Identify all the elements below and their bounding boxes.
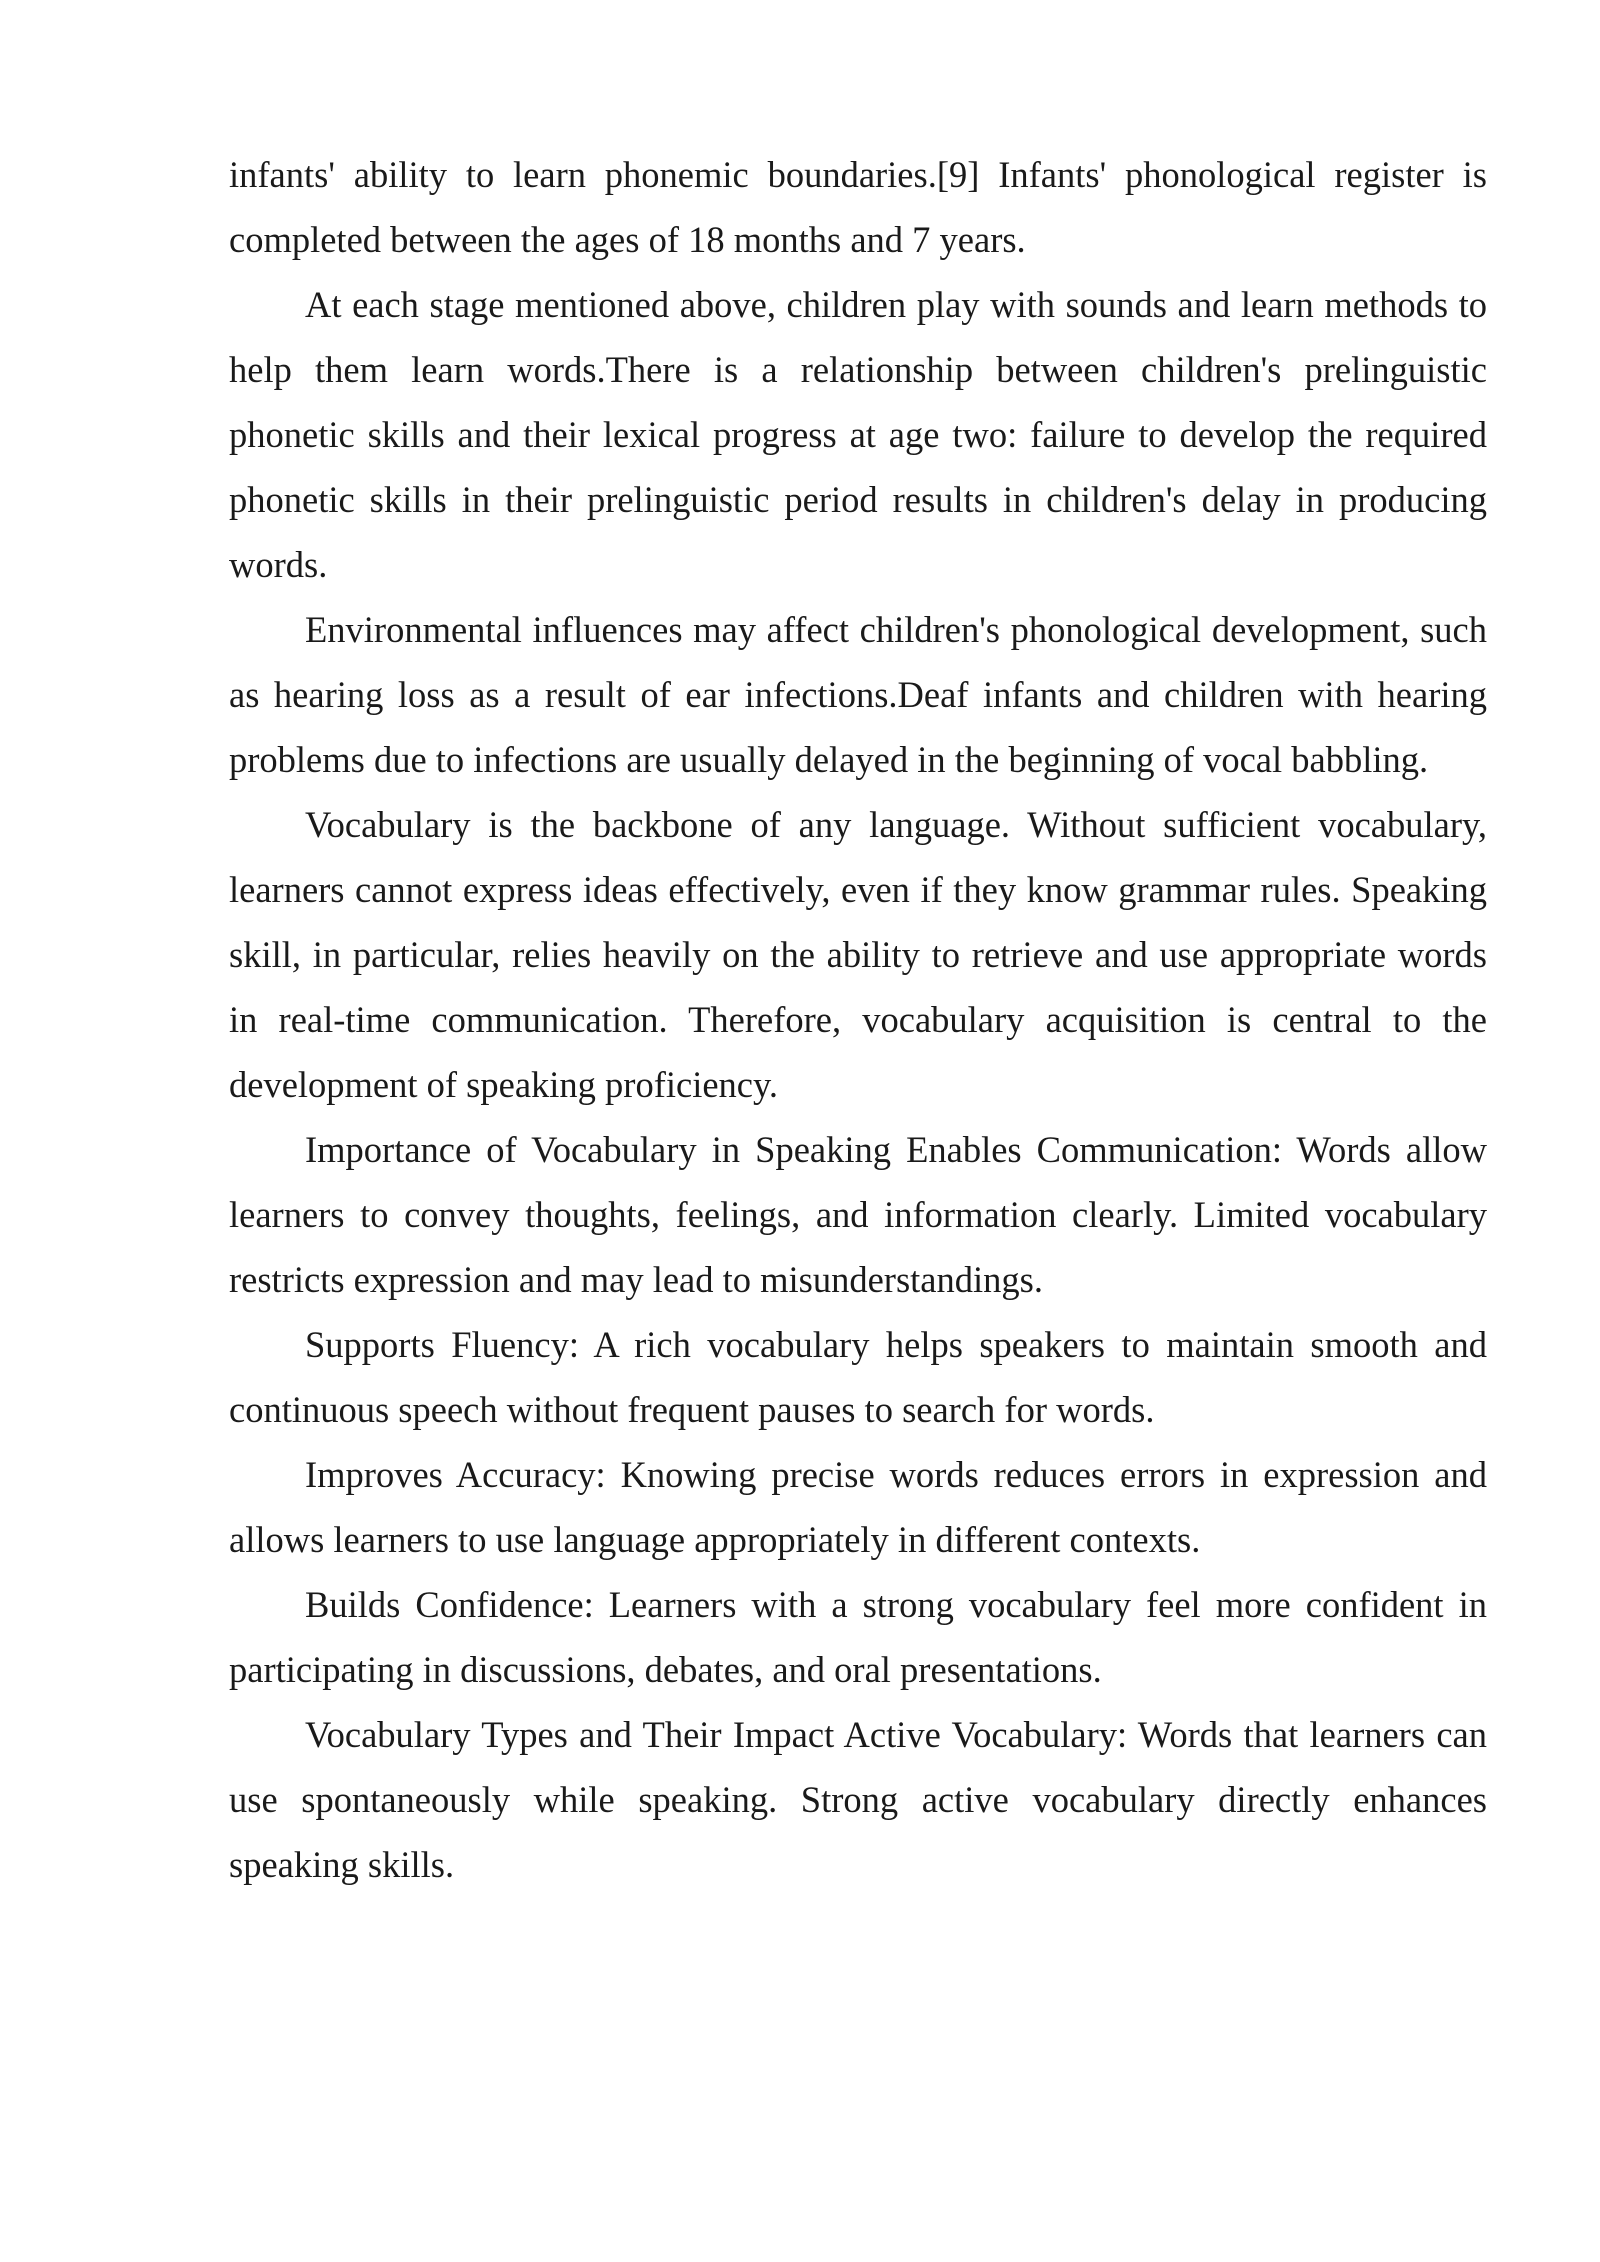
paragraph-vocabulary-backbone: Vocabulary is the backbone of any language. Without sufficient vocabulary, learners cannot express ideas effectively, even if they know grammar rules. Speaking skill, in particular, relies heavily on the ability to retrieve and use appropriate words in real-time communication. Therefore, vocabulary acquisition is central to the development of speaking proficiency. — [229, 804, 1487, 1105]
paragraph-improves-accuracy: Improves Accuracy: Knowing precise words reduces errors in expression and allows learners to use language appropriately in different contexts. — [229, 1454, 1487, 1560]
document-body — [229, 142, 1487, 1897]
paragraph-stages: At each stage mentioned above, children play with sounds and learn methods to help them learn words.There is a relationship between children's prelinguistic phonetic skills and their lexical progress at age two: failure to develop the required phonetic skills in their prelinguistic period results in children's delay in producing words. — [229, 284, 1487, 585]
paragraph-vocabulary-types: Vocabulary Types and Their Impact Active Vocabulary: Words that learners can use spontaneously while speaking. Strong active vocabulary directly enhances speaking skills. — [229, 1714, 1487, 1885]
paragraph-enables-communication: Importance of Vocabulary in Speaking Enables Communication: Words allow learners to convey thoughts, feelings, and information clearly. Limited vocabulary restricts expression and may lead to misunderstandings. — [229, 1129, 1487, 1300]
paragraph-environmental-influences: Environmental influences may affect children's phonological development, such as hearing loss as a result of ear infections.Deaf infants and children with hearing problems due to infections are usually delayed in the beginning of vocal babbling. — [229, 609, 1487, 780]
paragraph-builds-confidence: Builds Confidence: Learners with a strong vocabulary feel more confident in participating in discussions, debates, and oral presentations. — [229, 1584, 1487, 1690]
paragraph-continuation: infants' ability to learn phonemic boundaries.[9] Infants' phonological register is completed between the ages of 18 months and 7 years. — [229, 154, 1487, 260]
paragraph-supports-fluency: Supports Fluency: A rich vocabulary helps speakers to maintain smooth and continuous speech without frequent pauses to search for words. — [229, 1324, 1487, 1430]
